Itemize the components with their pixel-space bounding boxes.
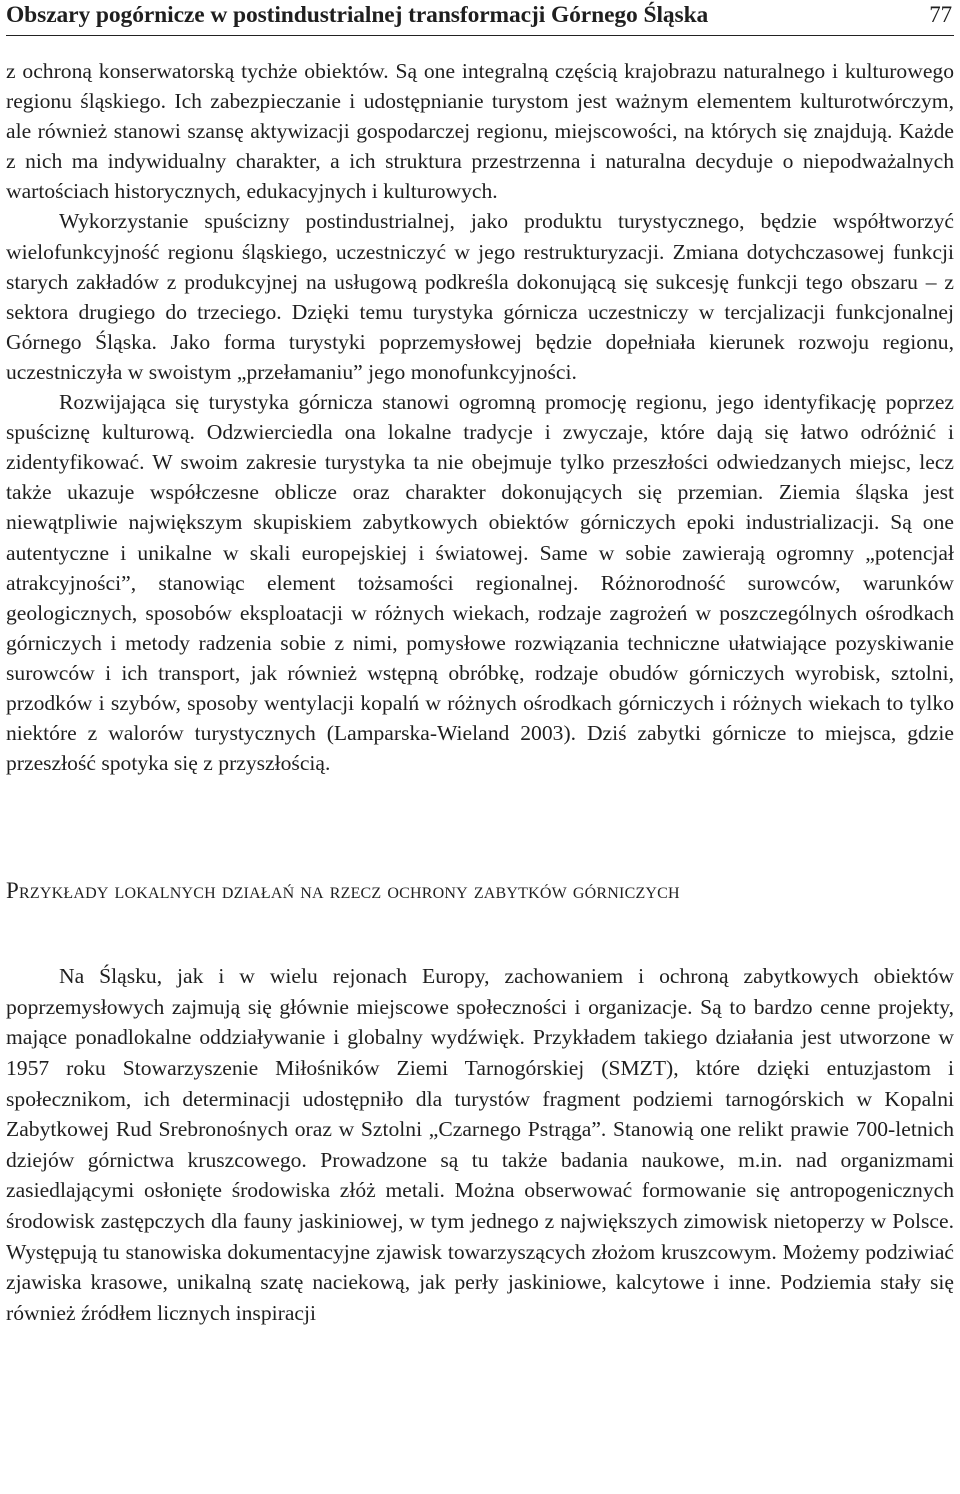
section-2-body xyxy=(6,961,954,1328)
paragraph: z ochroną konserwatorską tychże obiektów. Są one integralną częścią krajobrazu naturalnego i kulturowego regionu śląskiego. Ich zabezpieczanie i udostępnianie turystom jest ważnym elementem kulturotwórczym, ale również stanowi szansę aktywizacji gospodarczej regionu, miejscowości, na których się znajdują. Każde z nich ma indywidualny charakter, a ich struktura przestrzenna i naturalna decyduje o niepodważalnych wartościach historycznych, edukacyjnych i kulturowych. xyxy=(6,59,954,204)
running-header xyxy=(6,0,954,36)
page-number: 77 xyxy=(929,2,952,27)
paragraph: Wykorzystanie spuścizny postindustrialnej, jako produktu turystycznego, będzie współtworzyć wielofunkcyjność regionu śląskiego, uczestniczyć w jego restrukturyzacji. Zmiana dotychczasowej funkcji starych zakładów z produkcyjnej na usługową podkreśla dokonującą się sukcesję funkcji tego obszaru – z sektora drugiego do trzeciego. Dzięki temu turystyka górnicza uczestniczy w tercjalizacji funkcjonalnej Górnego Śląska. Jako forma turystyki poprzemysłowej będzie dopełniała kierunek rozwoju regionu, uczestniczyła w swoistym „przełamaniu” jego monofunkcyjności. xyxy=(6,209,954,384)
section-heading: Przykłady lokalnych działań na rzecz ochrony zabytków górniczych xyxy=(6,878,680,904)
paragraph: Na Śląsku, jak i w wielu rejonach Europy, zachowaniem i ochroną zabytkowych obiektów poprzemysłowych zajmują się głównie miejscowe społeczności i organizacje. Są to bardzo cenne projekty, mające ponadlokalne oddziaływanie i globalny wydźwięk. Przykładem takiego działania jest utworzone w 1957 roku Stowarzyszenie Miłośników Ziemi Tarnogórskiej (SMZT), które dzięki entuzjastom i społecznikom, ich determinacji udostępniło dla turystów fragment podziemi tarnogórskich w Kopalni Zabytkowej Rud Srebronośnych oraz w Sztolni „Czarnego Pstrąga”. Stanowią one relikt prawie 700-letnich dziejów górnictwa kruszcowego. Prowadzone są tu także badania naukowe, m.in. nad organizmami zasiedlającymi osłonięte środowiska złóż metali. Można obserwować formowanie się antropogenicznych środowisk zastępczych dla fauny jaskiniowej, w tym jednego z największych zimowisk nietoperzy w Polsce. Występują tu stanowiska dokumentacyjne zjawisk towarzyszących złożom kruszcowym. Możemy podziwiać zjawiska krasowe, unikalną szatę naciekową, jak perły jaskiniowe, kalcytowe i inne. Podziemia stały się również źródłem licznych inspiracji xyxy=(6,964,954,1325)
paragraph: Rozwijająca się turystyka górnicza stanowi ogromną promocję regionu, jego identyfikację poprzez spuściznę kulturową. Odzwierciedla ona lokalne tradycje i zwyczaje, które dają się łatwo odróżnić i zidentyfikować. W swoim zakresie turystyka ta nie obejmuje tylko przeszłości odwiedzanych miejsc, lecz także ukazuje współczesne oblicze oraz charakter dokonujących się przemian. Ziemia śląska jest niewątpliwie największym skupiskiem zabytkowych obiektów górniczych epoki industrializacji. Są one autentyczne i unikalne w skali europejskiej i światowej. Same w sobie zawierają ogromny „potencjał atrakcyjności”, stanowiąc element tożsamości regionalnej. Różnorodność surowców, warunków geologicznych, sposobów eksploatacji w różnych wiekach, rodzaje zagrożeń w poszczególnych ośrodkach górniczych i metody radzenia sobie z nimi, pomysłowe rozwiązania techniczne ułatwiające pozyskiwanie surowców i ich transport, jak również wstępną obróbkę, rodzaje obudów górniczych wyrobisk, sztolni, przodków i szybów, sposoby wentylacji kopalń w różnych ośrodkach górniczych i różnych wiekach to tylko niektóre z walorów turystycznych (Lamparska-Wieland 2003). Dziś zabytki górnicze to miejsca, gdzie przeszłość spotyka się z przyszłością. xyxy=(6,390,954,776)
section-1-body xyxy=(6,56,954,778)
running-header-title: Obszary pogórnicze w postindustrialnej transformacji Górnego Śląska xyxy=(6,2,709,28)
document-page xyxy=(6,0,954,1328)
